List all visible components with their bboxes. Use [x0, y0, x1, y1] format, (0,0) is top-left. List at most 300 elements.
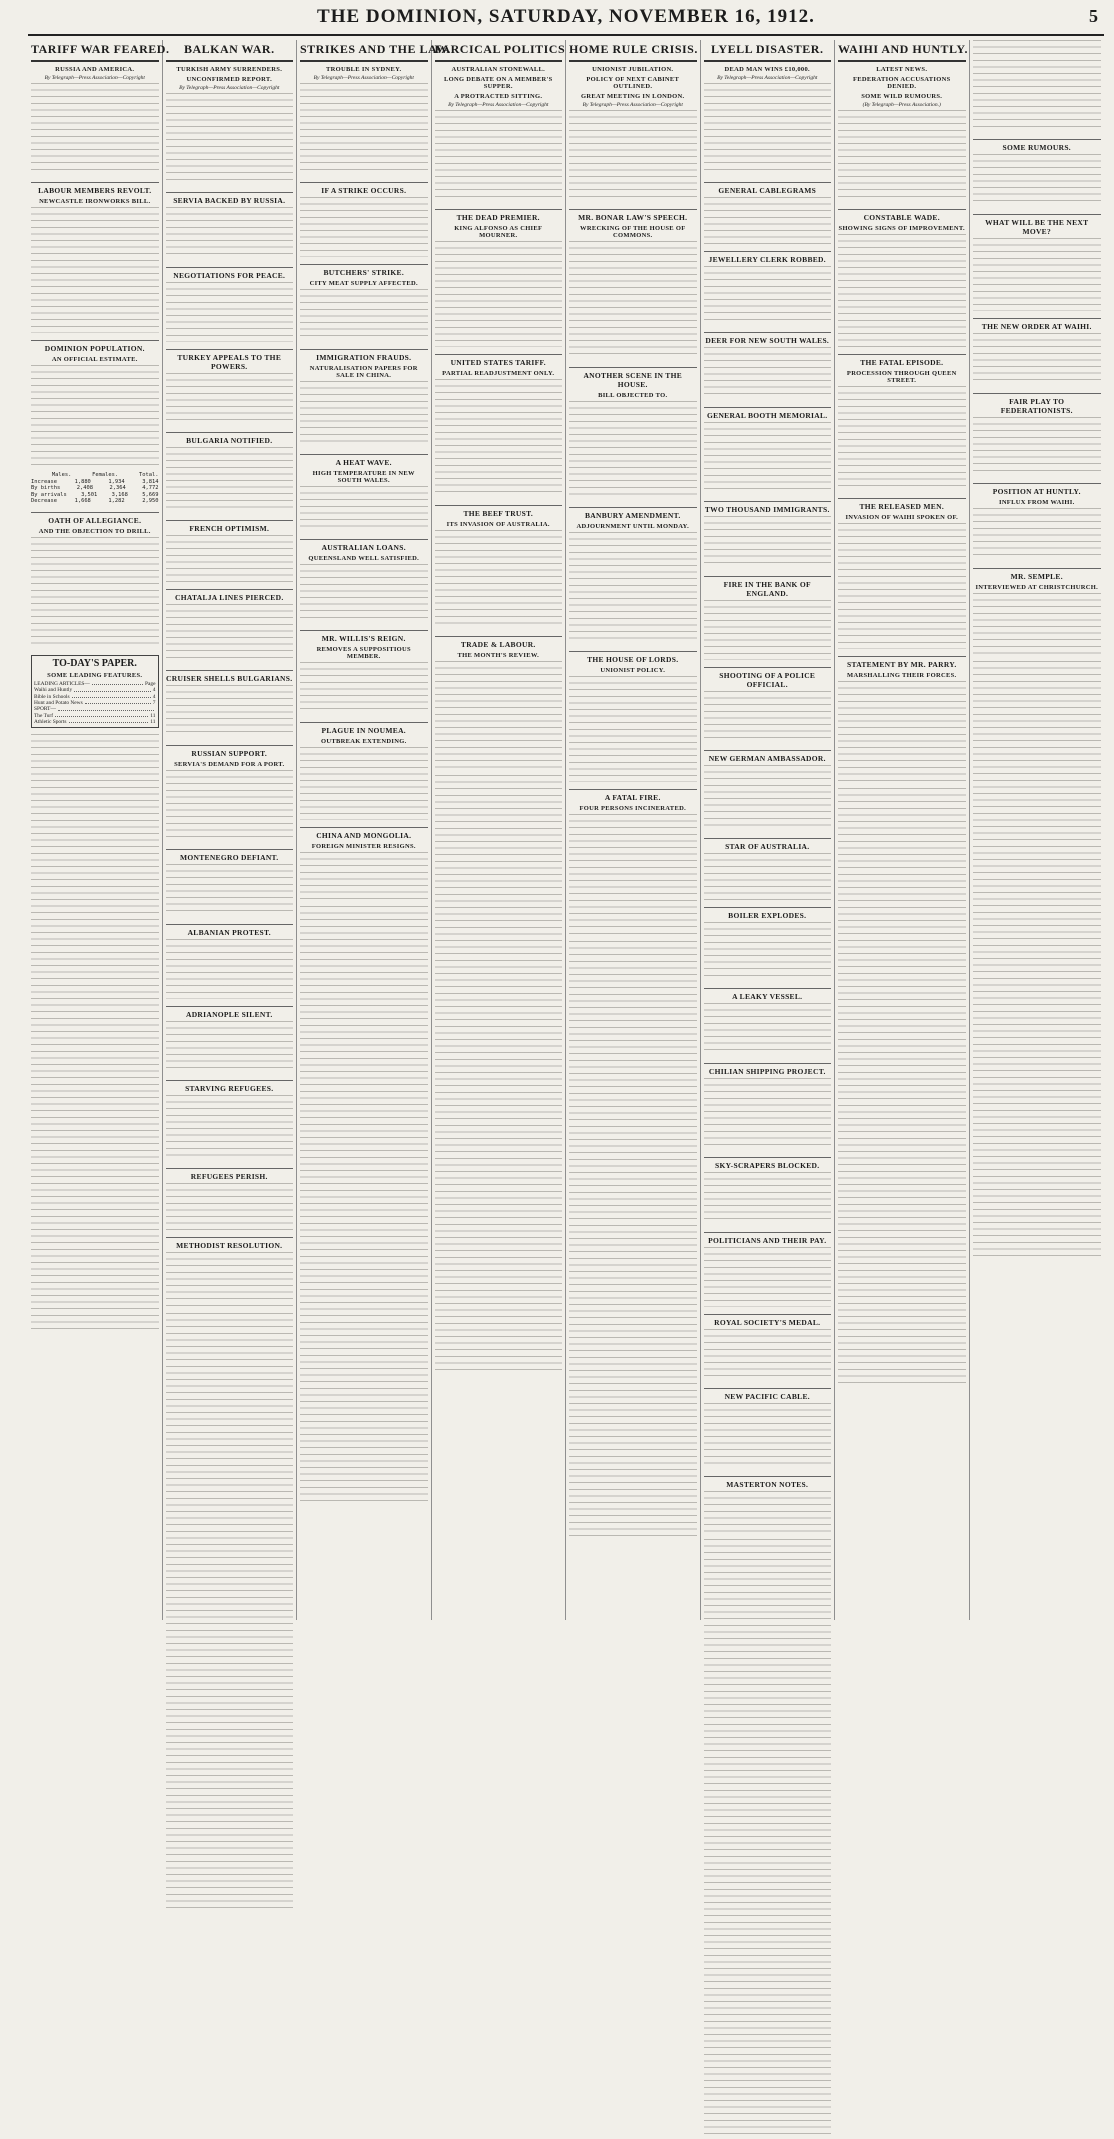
article-title: JEWELLERY CLERK ROBBED. — [704, 251, 832, 264]
article-title: TRADE & LABOUR. — [435, 636, 563, 649]
column-heading: LYELL DISASTER. — [704, 40, 832, 62]
text-lines — [166, 604, 294, 663]
text-lines — [704, 516, 832, 569]
article-body — [973, 238, 1102, 311]
text-lines — [569, 676, 697, 782]
article-body — [704, 1172, 832, 1225]
text-lines — [166, 535, 294, 581]
article-title: BUTCHERS' STRIKE. — [300, 264, 428, 277]
contents-label: Hunt and Potato News — [34, 699, 83, 706]
columns — [28, 40, 1104, 1620]
article-body — [704, 347, 832, 400]
article-subheading: PARTIAL READJUSTMENT ONLY. — [442, 369, 555, 377]
subheading: RUSSIA AND AMERICA. — [55, 66, 135, 73]
contents-page: 4 — [152, 693, 156, 700]
table-cell: 5,669 — [142, 491, 159, 498]
article-title: TURKEY APPEALS TO THE POWERS. — [166, 349, 294, 371]
column-6 — [701, 40, 836, 1620]
article-body — [704, 1247, 832, 1306]
article-body — [166, 864, 294, 917]
article-title: ALBANIAN PROTEST. — [166, 924, 294, 937]
article-subheading: AND THE OBJECTION TO DRILL. — [38, 527, 151, 535]
table-cell: 3,814 — [142, 478, 159, 485]
article-title: POLITICIANS AND THEIR PAY. — [704, 1232, 832, 1245]
text-lines — [166, 1252, 294, 1311]
column-8 — [970, 40, 1105, 1620]
text-lines — [569, 814, 697, 939]
text-lines — [704, 1329, 832, 1382]
article-body — [300, 83, 428, 175]
text-lines — [31, 537, 159, 649]
article-title: THE DEAD PREMIER. — [435, 209, 563, 222]
leader-dots — [92, 681, 143, 685]
article-body — [704, 1078, 832, 1151]
text-lines — [973, 593, 1102, 659]
text-lines — [166, 939, 294, 998]
article-body — [973, 333, 1102, 386]
article-body — [704, 266, 832, 325]
article-title: CHATALJA LINES PIERCED. — [166, 589, 294, 602]
table-cell: 2,364 — [109, 485, 126, 492]
text-lines — [300, 662, 428, 715]
article-subheading: SHOWING SIGNS OF IMPROVEMENT. — [838, 225, 965, 233]
subheading: DEAD MAN WINS £10,000. — [724, 66, 810, 73]
contents-page: 11 — [150, 712, 156, 719]
text-lines — [973, 154, 1102, 207]
subheading: GREAT MEETING IN LONDON. — [581, 93, 685, 100]
text-lines — [704, 197, 832, 243]
article-body — [569, 532, 697, 644]
box-subtitle: SOME LEADING FEATURES. — [47, 672, 143, 680]
article-title: RUSSIAN SUPPORT. — [166, 745, 294, 758]
table-cell: Increase — [31, 478, 57, 485]
article-body — [300, 381, 428, 447]
column-7 — [835, 40, 970, 1620]
article-subheading: ITS INVASION OF AUSTRALIA. — [446, 520, 550, 528]
text-lines — [838, 110, 966, 202]
text-lines — [166, 770, 294, 843]
article-body — [300, 906, 428, 1506]
article-subheading: UNIONIST POLICY. — [600, 667, 666, 675]
article-title: CONSTABLE WADE. — [838, 209, 966, 222]
article-title: A HEAT WAVE. — [300, 454, 428, 467]
text-lines — [300, 83, 428, 175]
dateline: By Telegraph—Press Association—Copyright — [582, 102, 683, 108]
text-lines — [704, 600, 832, 659]
article-body — [166, 535, 294, 581]
article-body — [704, 1329, 832, 1382]
article-body — [31, 734, 159, 1334]
table-cell: 2,408 — [76, 485, 93, 492]
dateline: By Telegraph—Press Association—Copyright — [313, 75, 414, 81]
dateline: By Telegraph—Press Association—Copyright — [179, 85, 280, 91]
column-heading: STRIKES AND THE LAW. — [300, 40, 428, 62]
article-title: IF A STRIKE OCCURS. — [300, 182, 428, 195]
contents-label: Athletic Sports — [34, 718, 67, 725]
text-lines — [973, 508, 1102, 561]
table-cell: By births — [31, 485, 61, 492]
article-body — [166, 282, 294, 341]
article-title: THE FATAL EPISODE. — [838, 354, 966, 367]
article-title: METHODIST RESOLUTION. — [166, 1237, 294, 1250]
article-body — [569, 401, 697, 500]
article-title: MR. SEMPLE. — [973, 568, 1102, 581]
text-lines — [838, 788, 966, 1388]
text-lines — [569, 401, 697, 500]
text-lines — [166, 447, 294, 513]
subheading: AUSTRALIAN STONEWALL. — [451, 66, 546, 73]
text-lines — [569, 941, 697, 1541]
text-lines — [569, 532, 697, 644]
article-title: MR. WILLIS'S REIGN. — [300, 630, 428, 643]
article-body — [838, 386, 966, 492]
article-title: STAR OF AUSTRALIA. — [704, 838, 832, 851]
article-subheading: AN OFFICIAL ESTIMATE. — [51, 355, 138, 363]
article-title: A LEAKY VESSEL. — [704, 988, 832, 1001]
article-title: THE BEEF TRUST. — [435, 505, 563, 518]
leader-dots — [74, 687, 151, 691]
article-body — [300, 662, 428, 715]
text-lines — [973, 40, 1102, 132]
column-heading: WAIHI AND HUNTLY. — [838, 40, 966, 62]
article-body — [300, 197, 428, 256]
article-title: FAIR PLAY TO FEDERATIONISTS. — [973, 393, 1102, 415]
article-title: FIRE IN THE BANK OF ENGLAND. — [704, 576, 832, 598]
article-subheading: SERVIA'S DEMAND FOR A PORT. — [174, 760, 285, 768]
article-title: SERVIA BACKED BY RUSSIA. — [166, 192, 294, 205]
text-lines — [435, 379, 563, 498]
article-body — [838, 234, 966, 346]
article-title: BULGARIA NOTIFIED. — [166, 432, 294, 445]
article-body — [435, 530, 563, 629]
article-body — [166, 770, 294, 843]
article-subheading: QUEENSLAND WELL SATISFIED. — [308, 554, 420, 562]
article-title: A FATAL FIRE. — [569, 789, 697, 802]
article-body — [435, 379, 563, 498]
article-body — [704, 1403, 832, 1469]
article-body — [973, 593, 1102, 659]
article-title: TWO THOUSAND IMMIGRANTS. — [704, 501, 832, 514]
text-lines — [704, 853, 832, 899]
article-body — [704, 922, 832, 981]
dateline: (By Telegraph—Press Association.) — [862, 102, 941, 108]
article-title: GENERAL CABLEGRAMS — [704, 182, 832, 195]
text-lines — [300, 747, 428, 820]
article-title: SOME RUMOURS. — [973, 139, 1102, 152]
article-title: GENERAL BOOTH MEMORIAL. — [704, 407, 832, 420]
article-body — [166, 1095, 294, 1161]
subheading: UNIONIST JUBILATION. — [592, 66, 674, 73]
article-title: STATEMENT BY MR. PARRY. — [838, 656, 966, 669]
text-lines — [569, 241, 697, 360]
article-title: LABOUR MEMBERS REVOLT. — [31, 182, 159, 195]
article-body — [166, 1252, 294, 1311]
article-body — [300, 289, 428, 342]
article-title: UNITED STATES TARIFF. — [435, 354, 563, 367]
article-body — [704, 83, 832, 175]
article-title: MR. BONAR LAW'S SPEECH. — [569, 209, 697, 222]
contents-label: SPORT— — [34, 706, 56, 713]
article-title: THE NEW ORDER AT WAIHI. — [973, 318, 1102, 331]
article-title: STARVING REFUGEES. — [166, 1080, 294, 1093]
text-lines — [704, 1403, 832, 1469]
text-lines — [704, 922, 832, 981]
text-lines — [31, 734, 159, 1334]
article-subheading: BILL OBJECTED TO. — [598, 392, 668, 400]
article-body — [166, 685, 294, 738]
text-lines — [435, 661, 563, 773]
article-title: NEW GERMAN AMBASSADOR. — [704, 750, 832, 763]
article-subheading: INVASION OF WAIHI SPOKEN OF. — [845, 514, 959, 522]
article-body — [704, 422, 832, 495]
table-cell: Decrease — [31, 498, 57, 505]
text-lines — [300, 381, 428, 447]
article-body — [569, 110, 697, 202]
article-body — [435, 661, 563, 773]
article-body — [838, 110, 966, 202]
text-lines — [300, 486, 428, 532]
todays-paper-box — [31, 655, 159, 728]
table-header-cell: Males. — [51, 472, 72, 479]
column-5 — [566, 40, 701, 1620]
text-lines — [704, 83, 832, 175]
text-lines — [435, 241, 563, 347]
dateline: By Telegraph—Press Association—Copyright — [717, 75, 818, 81]
article-subheading: MARSHALLING THEIR FORCES. — [847, 671, 957, 679]
article-body — [31, 365, 159, 471]
article-body — [973, 417, 1102, 476]
column-heading: FARCICAL POLITICS — [435, 40, 563, 62]
table-cell: 3,501 — [81, 491, 98, 498]
article-body — [166, 1021, 294, 1074]
text-lines — [838, 234, 966, 346]
text-lines — [31, 83, 159, 175]
column-heading: TARIFF WAR FEARED. — [31, 40, 159, 62]
article-body — [166, 207, 294, 260]
article-subheading: REMOVES A SUPPOSITIOUS MEMBER. — [316, 646, 411, 661]
article-body — [166, 1313, 294, 1913]
article-title: ROYAL SOCIETY'S MEDAL. — [704, 1314, 832, 1327]
article-body — [31, 83, 159, 175]
article-title: REFUGEES PERISH. — [166, 1168, 294, 1181]
text-lines — [31, 365, 159, 471]
subheading: LATEST NEWS. — [876, 66, 928, 73]
article-body — [704, 765, 832, 831]
table-cell: 3,168 — [111, 491, 128, 498]
text-lines — [973, 238, 1102, 311]
text-lines — [704, 1078, 832, 1151]
article-subheading: ADJOURNMENT UNTIL MONDAY. — [576, 523, 690, 531]
article-title: BANBURY AMENDMENT. — [569, 507, 697, 520]
article-title: NEGOTIATIONS FOR PEACE. — [166, 267, 294, 280]
table-cell: 1,282 — [108, 498, 125, 505]
contents-page: Page — [145, 681, 156, 688]
text-lines — [166, 373, 294, 426]
article-body — [166, 939, 294, 998]
text-lines — [166, 93, 294, 185]
article-subheading: HIGH TEMPERATURE IN NEW SOUTH WALES. — [312, 469, 415, 484]
text-lines — [166, 685, 294, 738]
article-subheading: INFLUX FROM WAIHI. — [998, 498, 1075, 506]
subheading: POLICY OF NEXT CABINET OUTLINED. — [586, 76, 680, 90]
article-title: DEER FOR NEW SOUTH WALES. — [704, 332, 832, 345]
article-body — [435, 241, 563, 347]
contents-page: 7 — [152, 699, 156, 706]
text-lines — [704, 347, 832, 400]
text-lines — [166, 1021, 294, 1074]
article-title: WHAT WILL BE THE NEXT MOVE? — [973, 214, 1102, 236]
text-lines — [704, 1539, 832, 2139]
table-cell: 2,950 — [142, 498, 159, 505]
table-cell: By arrivals — [31, 491, 67, 498]
text-lines — [166, 1095, 294, 1161]
article-title: THE HOUSE OF LORDS. — [569, 651, 697, 664]
subheading: TROUBLE IN SYDNEY. — [326, 66, 402, 73]
article-body — [31, 207, 159, 332]
contents-item — [34, 719, 156, 725]
text-lines — [300, 906, 428, 1506]
text-lines — [166, 1313, 294, 1913]
article-body — [973, 661, 1102, 1261]
text-lines — [704, 1003, 832, 1056]
article-body — [300, 486, 428, 532]
article-title: MONTENEGRO DEFIANT. — [166, 849, 294, 862]
article-subheading: KING ALFONSO AS CHIEF MOURNER. — [454, 225, 543, 240]
article-title: DOMINION POPULATION. — [31, 340, 159, 353]
contents-label: Bible in Schools — [34, 693, 70, 700]
article-body — [569, 941, 697, 1541]
article-body — [704, 197, 832, 243]
article-body — [166, 447, 294, 513]
article-body — [838, 788, 966, 1388]
column-4 — [432, 40, 567, 1620]
article-body — [704, 600, 832, 659]
article-title: PLAGUE IN NOUMEA. — [300, 722, 428, 735]
article-body — [704, 1491, 832, 1537]
article-body — [166, 604, 294, 663]
article-subheading: NATURALISATION PAPERS FOR SALE IN CHINA. — [309, 364, 418, 379]
article-subheading: OUTBREAK EXTENDING. — [320, 737, 407, 745]
article-title: SKY-SCRAPERS BLOCKED. — [704, 1157, 832, 1170]
text-lines — [300, 564, 428, 623]
article-body — [704, 1003, 832, 1056]
article-body — [166, 373, 294, 426]
text-lines — [704, 765, 832, 831]
table-cell: 4,772 — [142, 485, 159, 492]
text-lines — [704, 1247, 832, 1306]
text-lines — [31, 207, 159, 332]
article-title: BOILER EXPLODES. — [704, 907, 832, 920]
article-body — [838, 523, 966, 648]
subheading: UNCONFIRMED REPORT. — [186, 76, 272, 83]
text-lines — [300, 197, 428, 256]
subheading: SOME WILD RUMOURS. — [861, 93, 943, 100]
column-heading: BALKAN WAR. — [166, 40, 294, 62]
text-lines — [704, 422, 832, 495]
contents-page: 11 — [150, 718, 156, 725]
article-subheading: FOUR PERSONS INCINERATED. — [579, 804, 687, 812]
article-body — [435, 775, 563, 1375]
table-cell: 1,668 — [74, 498, 91, 505]
text-lines — [973, 417, 1102, 476]
article-body — [973, 154, 1102, 207]
contents-page: 4 — [152, 687, 156, 694]
subheading: TURKISH ARMY SURRENDERS. — [176, 66, 283, 73]
text-lines — [166, 864, 294, 917]
article-title: FRENCH OPTIMISM. — [166, 520, 294, 533]
text-lines — [704, 1172, 832, 1225]
article-title: MASTERTON NOTES. — [704, 1476, 832, 1489]
text-lines — [838, 523, 966, 648]
column-1 — [28, 40, 170, 1620]
text-lines — [973, 333, 1102, 386]
leader-dots — [69, 719, 149, 723]
article-body — [704, 516, 832, 569]
article-subheading: NEWCASTLE IRONWORKS BILL. — [39, 198, 151, 206]
article-subheading: FOREIGN MINISTER RESIGNS. — [311, 842, 416, 850]
masthead-title: THE DOMINION, SATURDAY, NOVEMBER 16, 1912. — [317, 6, 815, 27]
article-title: ADRIANOPLE SILENT. — [166, 1006, 294, 1019]
article-body — [300, 564, 428, 623]
column-heading: HOME RULE CRISIS. — [569, 40, 697, 62]
dateline: By Telegraph—Press Association—Copyright — [44, 75, 145, 81]
article-body — [838, 681, 966, 787]
article-body — [569, 241, 697, 360]
contents-label: Waihi and Huntly — [34, 687, 73, 694]
article-title: SHOOTING OF A POLICE OFFICIAL. — [704, 667, 832, 689]
article-body — [166, 1183, 294, 1229]
article-title: AUSTRALIAN LOANS. — [300, 539, 428, 552]
text-lines — [704, 1491, 832, 1537]
text-lines — [435, 110, 563, 202]
contents-label: The Turf — [34, 712, 54, 719]
text-lines — [838, 681, 966, 787]
text-lines — [973, 661, 1102, 1261]
article-subheading: PROCESSION THROUGH QUEEN STREET. — [846, 369, 957, 384]
text-lines — [300, 852, 428, 905]
article-title: OATH OF ALLEGIANCE. — [31, 512, 159, 525]
text-lines — [569, 110, 697, 202]
article-body — [704, 691, 832, 744]
article-title: CHILIAN SHIPPING PROJECT. — [704, 1063, 832, 1076]
leader-dots — [55, 713, 148, 717]
contents-label: LEADING ARTICLES— — [34, 681, 90, 688]
text-lines — [300, 289, 428, 342]
article-body — [435, 110, 563, 202]
column-3 — [297, 40, 451, 1620]
leader-dots — [72, 694, 151, 698]
article-body — [973, 40, 1102, 132]
table-cell: 1,880 — [74, 478, 91, 485]
article-title: CHINA AND MONGOLIA. — [300, 827, 428, 840]
page-number: 5 — [1089, 6, 1098, 26]
text-lines — [704, 266, 832, 325]
article-title: IMMIGRATION FRAUDS. — [300, 349, 428, 362]
text-lines — [435, 775, 563, 1375]
article-subheading: WRECKING OF THE HOUSE OF COMMONS. — [580, 225, 686, 240]
text-lines — [435, 530, 563, 629]
subheading: FEDERATION ACCUSATIONS DENIED. — [852, 76, 951, 90]
subheading: LONG DEBATE ON A MEMBER'S SUPPER. — [443, 76, 553, 90]
masthead — [28, 4, 1104, 36]
article-title: POSITION AT HUNTLY. — [973, 483, 1102, 496]
article-body — [704, 853, 832, 899]
article-body — [166, 93, 294, 185]
article-body — [31, 537, 159, 649]
article-title: ANOTHER SCENE IN THE HOUSE. — [569, 367, 697, 389]
table-header-cell: Females. — [92, 472, 119, 479]
box-title: TO-DAY'S PAPER. — [52, 658, 137, 670]
